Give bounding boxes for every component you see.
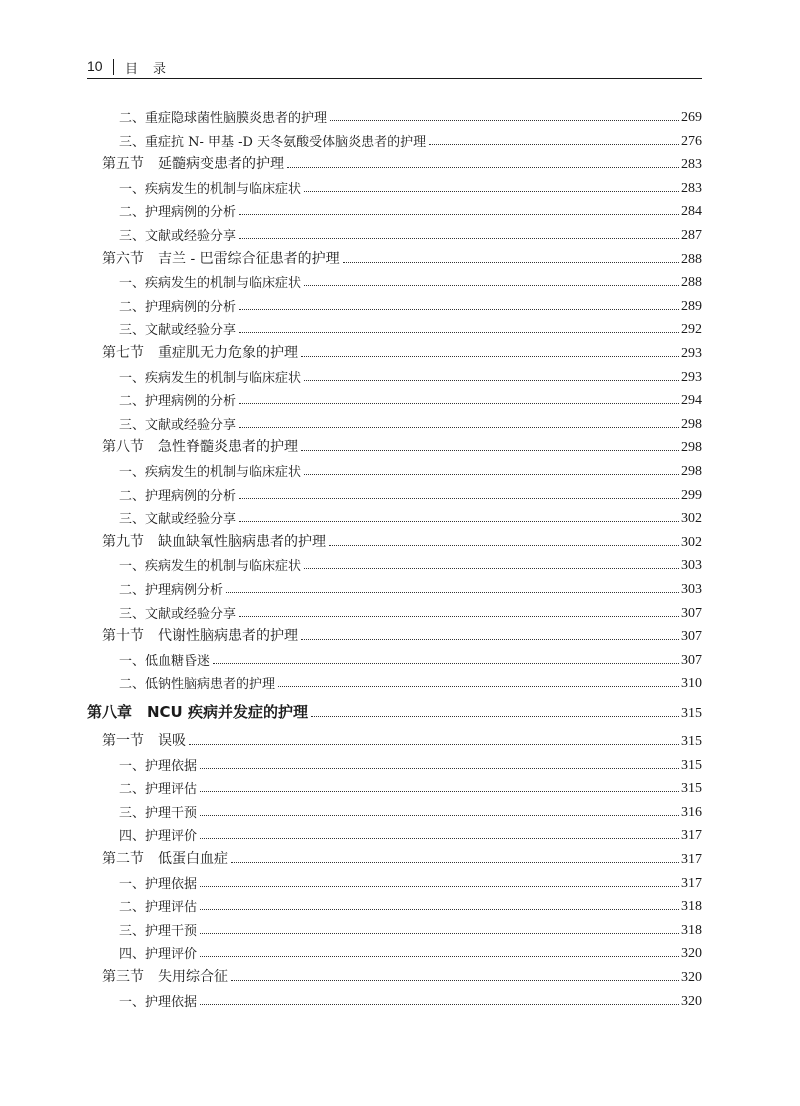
toc-entry-label: 二、护理病例的分析 — [119, 205, 237, 221]
dot-leader — [200, 815, 679, 816]
dot-leader — [304, 191, 679, 192]
toc-subsection[interactable] — [119, 482, 702, 504]
toc-subsection[interactable] — [119, 752, 702, 774]
toc-entry-page: 288 — [681, 251, 702, 267]
toc-section[interactable] — [102, 623, 702, 645]
toc-entry-page: 269 — [681, 110, 702, 125]
dot-leader — [287, 167, 679, 168]
toc-subsection[interactable] — [119, 364, 702, 386]
toc-section[interactable] — [102, 529, 702, 551]
toc-entry-label: 四、护理评价 — [119, 947, 198, 963]
toc-subsection[interactable] — [119, 600, 702, 622]
dot-leader — [304, 380, 679, 381]
toc-entry-page: 318 — [681, 922, 702, 938]
toc-subsection[interactable] — [119, 128, 702, 150]
toc-section[interactable] — [102, 728, 702, 750]
dot-leader — [239, 498, 679, 499]
toc-subsection[interactable] — [119, 893, 702, 915]
toc-subsection[interactable] — [119, 104, 702, 126]
toc-entry-page: 292 — [681, 322, 702, 338]
dot-leader — [239, 521, 679, 522]
toc-entry-page: 320 — [681, 993, 702, 1009]
toc-entry-label: 二、重症隐球菌性脑膜炎患者的护理 — [119, 111, 328, 126]
dot-leader — [239, 332, 679, 333]
toc-entry-page: 303 — [681, 582, 702, 597]
toc-entry-label: 一、疾病发生的机制与临床症状 — [119, 181, 302, 197]
toc-entry-label: 第六节 吉兰 - 巴雷综合征患者的护理 — [102, 250, 340, 267]
toc-entry-label: 二、护理评估 — [119, 900, 198, 916]
dot-leader — [200, 1004, 679, 1005]
toc-entry-label: 二、护理病例的分析 — [119, 299, 237, 315]
toc-subsection[interactable] — [119, 316, 702, 338]
dot-leader — [200, 956, 679, 957]
toc-entry-label: 一、疾病发生的机制与临床症状 — [119, 370, 302, 386]
toc-entry-page: 284 — [681, 204, 702, 220]
toc-entry-page: 298 — [681, 464, 702, 479]
toc-subsection[interactable] — [119, 940, 702, 962]
toc-entry-page: 315 — [681, 734, 702, 749]
toc-section[interactable] — [102, 846, 702, 868]
dot-leader — [231, 862, 679, 863]
toc-entry-page: 288 — [681, 275, 702, 291]
toc-entry-page: 299 — [681, 487, 702, 503]
toc-subsection[interactable] — [119, 799, 702, 821]
toc-entry-label: 三、文献或经验分享 — [119, 512, 237, 528]
toc-subsection[interactable] — [119, 505, 702, 527]
toc-chapter[interactable] — [87, 700, 702, 722]
toc-subsection[interactable] — [119, 175, 702, 197]
toc-entry-page: 283 — [681, 157, 702, 173]
toc-entry-label: 二、低钠性脑病患者的护理 — [119, 677, 276, 693]
toc-entry-label: 第一节 误吸 — [102, 733, 186, 749]
toc-subsection[interactable] — [119, 552, 702, 574]
toc-subsection[interactable] — [119, 411, 702, 433]
toc-entry-label: 三、文献或经验分享 — [119, 323, 237, 339]
toc-entry-page: 316 — [681, 804, 702, 820]
toc-entry-label: 二、护理病例分析 — [119, 583, 224, 598]
toc-entry-page: 310 — [681, 676, 702, 692]
toc-entry-page: 289 — [681, 298, 702, 314]
toc-section[interactable] — [102, 151, 702, 173]
toc-entry-label: 三、重症抗 N- 甲基 -D 天冬氨酸受体脑炎患者的护理 — [119, 134, 427, 150]
header-divider — [113, 59, 114, 75]
dot-leader — [301, 450, 679, 451]
toc-entry-page: 303 — [681, 558, 702, 574]
toc-entry-label: 第七节 重症肌无力危象的护理 — [102, 345, 298, 361]
dot-leader — [301, 639, 679, 640]
toc-entry-label: 一、护理依据 — [119, 876, 198, 892]
dot-leader — [239, 309, 679, 310]
dot-leader — [304, 568, 679, 569]
toc-entry-page: 302 — [681, 511, 702, 527]
dot-leader — [200, 838, 679, 839]
toc-section[interactable] — [102, 964, 702, 986]
toc-entry-page: 298 — [681, 416, 702, 432]
toc-entry-label: 一、护理依据 — [119, 758, 198, 774]
toc-entry-label: 三、护理干预 — [119, 805, 198, 821]
toc-subsection[interactable] — [119, 458, 702, 480]
dot-leader — [200, 933, 679, 934]
toc-entry-label: 第八节 急性脊髓炎患者的护理 — [102, 439, 298, 456]
dot-leader — [239, 616, 679, 617]
page-number: 10 — [87, 58, 103, 74]
toc-entry-label: 三、文献或经验分享 — [119, 606, 237, 622]
toc-entry-label: 第八章 NCU 疾病并发症的护理 — [87, 703, 308, 721]
toc-subsection[interactable] — [119, 988, 702, 1010]
toc-subsection[interactable] — [119, 775, 702, 797]
dot-leader — [330, 120, 679, 121]
toc-subsection[interactable] — [119, 670, 702, 692]
dot-leader — [231, 980, 679, 981]
toc-subsection[interactable] — [119, 822, 702, 844]
dot-leader — [239, 238, 679, 239]
toc-entry-page: 317 — [681, 875, 702, 891]
dot-leader — [429, 144, 679, 145]
toc-entry-page: 307 — [681, 652, 702, 668]
toc-entry-page: 276 — [681, 133, 702, 149]
toc-entry-page: 315 — [681, 757, 702, 773]
toc-subsection[interactable] — [119, 387, 702, 409]
toc-subsection[interactable] — [119, 647, 702, 669]
header-rule — [87, 78, 702, 79]
toc-entry-page: 298 — [681, 440, 702, 456]
toc-entry-page: 317 — [681, 828, 702, 844]
toc-entry-page: 287 — [681, 228, 702, 243]
toc-subsection[interactable] — [119, 198, 702, 220]
toc-entry-label: 四、护理评价 — [119, 829, 198, 845]
toc-entry-label: 第九节 缺血缺氧性脑病患者的护理 — [102, 533, 326, 550]
toc-entry-page: 294 — [681, 393, 702, 409]
toc-entry-page: 293 — [681, 369, 702, 385]
toc-entry-label: 二、护理病例的分析 — [119, 394, 237, 410]
toc-subsection[interactable] — [119, 222, 702, 244]
toc-entry-page: 320 — [681, 970, 702, 985]
dot-leader — [278, 686, 679, 687]
dot-leader — [200, 909, 679, 910]
toc-subsection[interactable] — [119, 917, 702, 939]
dot-leader — [304, 474, 679, 475]
toc-entry-label: 三、文献或经验分享 — [119, 229, 237, 244]
toc-entry-page: 307 — [681, 629, 702, 645]
toc-entry-page: 302 — [681, 534, 702, 550]
dot-leader — [301, 356, 679, 357]
toc-entry-page: 315 — [681, 781, 702, 797]
toc-subsection[interactable] — [119, 269, 702, 291]
toc-section[interactable] — [102, 246, 702, 268]
toc-entry-label: 二、护理病例的分析 — [119, 488, 237, 504]
toc-entry-label: 一、护理依据 — [119, 994, 198, 1010]
dot-leader — [200, 886, 679, 887]
toc-entry-label: 第三节 失用综合征 — [102, 969, 228, 985]
dot-leader — [239, 427, 679, 428]
toc-entry-page: 315 — [681, 706, 702, 721]
page-header — [87, 58, 702, 78]
toc-entry-label: 第二节 低蛋白血症 — [102, 851, 228, 867]
dot-leader — [200, 768, 679, 769]
toc-entry-label: 一、疾病发生的机制与临床症状 — [119, 559, 302, 575]
dot-leader — [189, 744, 679, 745]
toc-entry-page: 317 — [681, 852, 702, 867]
toc-entry-page: 318 — [681, 899, 702, 915]
toc-subsection[interactable] — [119, 576, 702, 598]
toc-entry-page: 293 — [681, 346, 702, 361]
toc-entry-label: 一、疾病发生的机制与临床症状 — [119, 276, 302, 292]
toc-entry-label: 三、文献或经验分享 — [119, 417, 237, 433]
toc-entry-label: 第十节 代谢性脑病患者的护理 — [102, 628, 298, 645]
toc-section[interactable] — [102, 340, 702, 362]
dot-leader — [239, 403, 679, 404]
toc-subsection[interactable] — [119, 293, 702, 315]
toc-section[interactable] — [102, 434, 702, 456]
dot-leader — [329, 545, 679, 546]
dot-leader — [200, 791, 679, 792]
toc-entry-label: 三、护理干预 — [119, 923, 198, 939]
dot-leader — [343, 262, 679, 263]
header-title: 目 录 — [125, 62, 168, 77]
toc-entry-page: 320 — [681, 946, 702, 962]
toc-entry-page: 283 — [681, 180, 702, 196]
dot-leader — [311, 716, 679, 717]
toc-entry-label: 第五节 延髓病变患者的护理 — [102, 156, 284, 173]
dot-leader — [304, 285, 679, 286]
toc-entry-label: 一、疾病发生的机制与临床症状 — [119, 465, 302, 480]
dot-leader — [226, 592, 679, 593]
toc-entry-page: 307 — [681, 605, 702, 621]
dot-leader — [213, 663, 679, 664]
toc-entry-label: 一、低血糖昏迷 — [119, 653, 211, 669]
toc-entry-label: 二、护理评估 — [119, 782, 198, 798]
dot-leader — [239, 214, 679, 215]
toc-subsection[interactable] — [119, 870, 702, 892]
